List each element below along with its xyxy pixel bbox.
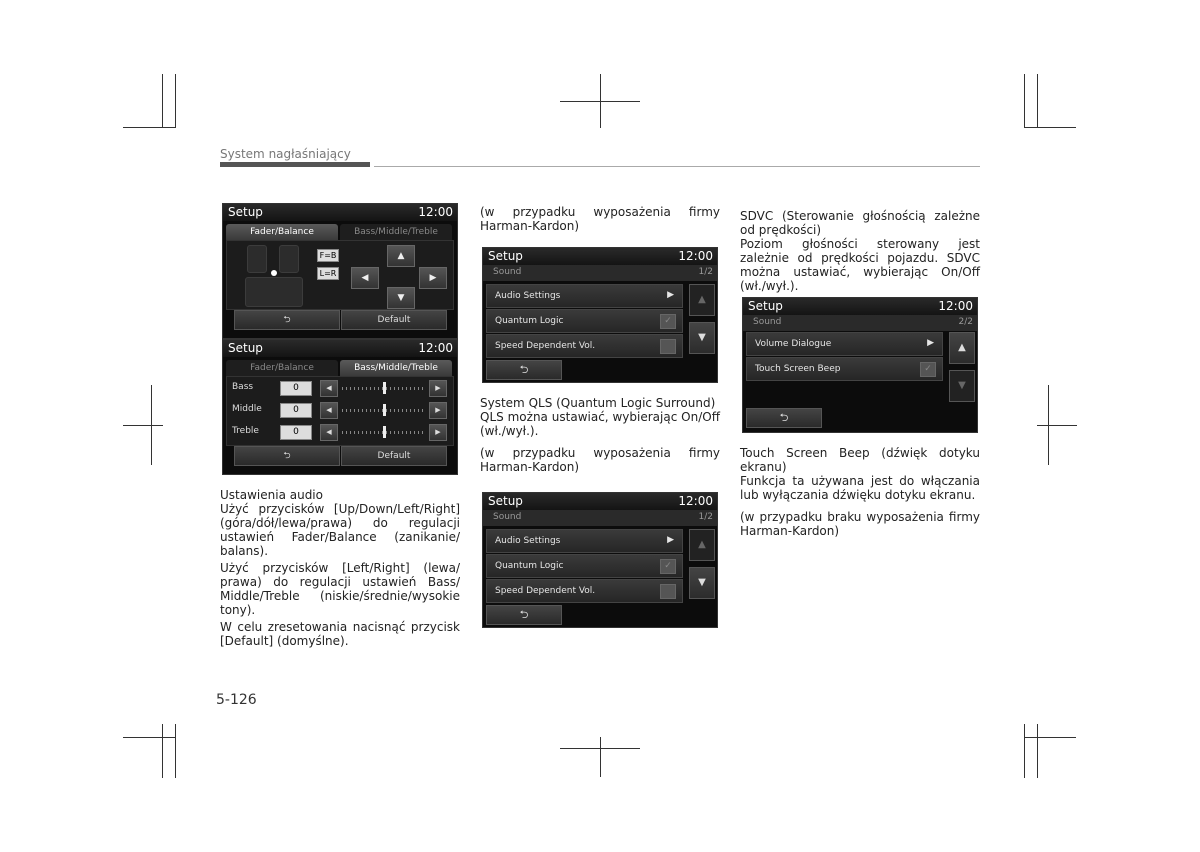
scroll-down-button[interactable]: ▼: [949, 370, 975, 402]
back-button[interactable]: ⮌: [234, 446, 340, 466]
column-2-note-top: [480, 205, 720, 236]
scroll-up-button[interactable]: ▲: [689, 284, 715, 316]
eq-row-label: Middle: [232, 404, 262, 414]
tab-fader-balance[interactable]: Fader/Balance: [226, 360, 338, 376]
down-button[interactable]: ▼: [387, 287, 415, 309]
up-button[interactable]: ▲: [387, 245, 415, 267]
chevron-right-icon: ▶: [667, 290, 674, 300]
heading-touch-screen-beep: Touch Screen Beep (dźwięk dotyku ekranu): [740, 446, 980, 474]
seat-rear: [245, 277, 303, 307]
paragraph-sdvc: Poziom głośności sterowany jest zależnie od prędkości pojazdu. SDVC można ustawiać, wybierając On/Off (wł./wył.).: [740, 237, 980, 293]
screen-sound-menu-1: [482, 247, 718, 383]
default-button[interactable]: Default: [341, 446, 447, 466]
tab-fader-balance[interactable]: Fader/Balance: [226, 224, 338, 240]
scroll-up-button[interactable]: ▲: [689, 529, 715, 561]
back-button[interactable]: ⮌: [486, 360, 562, 380]
screen-title: Setup: [488, 494, 523, 508]
checkbox-speed-dependent-vol[interactable]: [660, 584, 676, 599]
eq-row-middle: [226, 401, 452, 419]
increase-button[interactable]: ▶: [429, 402, 447, 419]
screen-clock: 12:00: [418, 205, 453, 219]
screen-subtitle: Sound: [753, 317, 782, 327]
column-2-qls: [480, 396, 720, 477]
column-3-tsb: [740, 446, 980, 541]
header-rule-dark: [220, 162, 370, 167]
menu-item-label: Speed Dependent Vol.: [495, 586, 596, 596]
eq-slider-knob[interactable]: [383, 426, 386, 438]
menu-item-speed-dependent-vol[interactable]: [486, 579, 683, 603]
fb-tag: F=B: [317, 249, 339, 262]
paragraph-default: W celu zresetowania nacisnąć przycisk [Default] (domyślne).: [220, 620, 460, 648]
screen-subtitle-bar: [743, 315, 977, 331]
decrease-button[interactable]: ◀: [320, 424, 338, 441]
menu-item-speed-dependent-vol[interactable]: [486, 334, 683, 358]
checkbox-quantum-logic[interactable]: ✓: [660, 559, 676, 574]
scroll-down-button[interactable]: ▼: [689, 567, 715, 599]
right-button[interactable]: ▶: [419, 267, 447, 289]
checkbox-quantum-logic[interactable]: ✓: [660, 314, 676, 329]
eq-row-label: Treble: [232, 426, 259, 436]
screen-title: Setup: [488, 249, 523, 263]
menu-item-audio-settings[interactable]: [486, 529, 683, 553]
screen-titlebar: [483, 248, 717, 265]
screen-titlebar: [483, 493, 717, 510]
menu-item-audio-settings[interactable]: [486, 284, 683, 308]
screen-titlebar: [223, 340, 457, 357]
eq-value: 0: [280, 425, 312, 440]
menu-item-label: Quantum Logic: [495, 561, 564, 571]
screen-sound-menu-2: [482, 492, 718, 628]
tab-bass-middle-treble[interactable]: Bass/Middle/Treble: [340, 224, 452, 240]
left-button[interactable]: ◀: [351, 267, 379, 289]
chevron-right-icon: ▶: [667, 535, 674, 545]
menu-item-label: Audio Settings: [495, 536, 561, 546]
eq-row-treble: [226, 423, 452, 441]
screen-subtitle-bar: [483, 510, 717, 526]
chevron-right-icon: ▶: [927, 338, 934, 348]
eq-slider-knob[interactable]: [383, 382, 386, 394]
note-harman-kardon: (w przypadku wyposażenia firmy Harman-Kardon): [480, 205, 720, 233]
scroll-down-button[interactable]: ▼: [689, 322, 715, 354]
screen-title: Setup: [228, 341, 263, 355]
eq-slider-knob[interactable]: [383, 404, 386, 416]
increase-button[interactable]: ▶: [429, 424, 447, 441]
screen-title: Setup: [748, 299, 783, 313]
menu-item-quantum-logic[interactable]: [486, 309, 683, 333]
eq-value: 0: [280, 403, 312, 418]
screen-subtitle: Sound: [493, 267, 522, 277]
menu-item-touch-screen-beep[interactable]: [746, 357, 943, 381]
paragraph-fader-balance: Użyć przycisków [Up/Down/Left/Right] (góra/dół/lewa/prawa) do regulacji ustawień Fader/Balance (zanikanie/ balans).: [220, 502, 460, 558]
menu-item-label: Quantum Logic: [495, 316, 564, 326]
checkbox-touch-screen-beep[interactable]: ✓: [920, 362, 936, 377]
page-indicator: 1/2: [698, 512, 713, 522]
increase-button[interactable]: ▶: [429, 380, 447, 397]
screen-sound-menu-3: [742, 297, 978, 433]
eq-value: 0: [280, 381, 312, 396]
paragraph-qls: QLS można ustawiać, wybierając On/Off (wł./wył.).: [480, 410, 720, 438]
column-1-text: [220, 488, 460, 651]
seat-front-right: [279, 245, 299, 273]
eq-row-bass: [226, 379, 452, 397]
balance-point[interactable]: [271, 270, 277, 276]
screen-titlebar: [743, 298, 977, 315]
back-button[interactable]: ⮌: [746, 408, 822, 428]
menu-item-quantum-logic[interactable]: [486, 554, 683, 578]
page-number: 5-126: [216, 692, 257, 708]
fader-panel: [226, 240, 454, 310]
tab-bass-middle-treble[interactable]: Bass/Middle/Treble: [340, 360, 452, 376]
heading-sdvc: SDVC (Sterowanie głośnością zależne od prędkości): [740, 209, 980, 237]
screen-subtitle-bar: [483, 265, 717, 281]
note-harman-kardon-2: (w przypadku wyposażenia firmy Harman-Kardon): [480, 446, 720, 474]
heading-qls: System QLS (Quantum Logic Surround): [480, 396, 716, 410]
menu-item-label: Audio Settings: [495, 291, 561, 301]
page-indicator: 2/2: [958, 317, 973, 327]
screen-clock: 12:00: [938, 299, 973, 313]
screen-bass-middle-treble: [222, 339, 458, 475]
eq-row-label: Bass: [232, 382, 254, 392]
decrease-button[interactable]: ◀: [320, 380, 338, 397]
menu-item-label: Touch Screen Beep: [755, 364, 841, 374]
back-button[interactable]: ⮌: [486, 605, 562, 625]
screen-title: Setup: [228, 205, 263, 219]
seat-front-left: [247, 245, 267, 273]
menu-item-label: Speed Dependent Vol.: [495, 341, 596, 351]
page-indicator: 1/2: [698, 267, 713, 277]
scroll-up-button[interactable]: ▲: [949, 332, 975, 364]
default-button[interactable]: Default: [341, 310, 447, 330]
checkbox-speed-dependent-vol[interactable]: [660, 339, 676, 354]
decrease-button[interactable]: ◀: [320, 402, 338, 419]
paragraph-touch-screen-beep: Funkcja ta używana jest do włączania lub wyłączania dźwięku dotyku ekranu.: [740, 474, 980, 502]
lr-tag: L=R: [317, 267, 339, 280]
menu-item-label: Volume Dialogue: [755, 339, 832, 349]
note-no-harman-kardon: (w przypadku braku wyposażenia firmy Harman-Kardon): [740, 510, 980, 538]
heading-audio-settings: Ustawienia audio: [220, 488, 323, 502]
section-title: System nagłaśniający: [220, 147, 351, 161]
header-rule-light: [374, 166, 980, 167]
screen-clock: 12:00: [418, 341, 453, 355]
screen-titlebar: [223, 204, 457, 221]
screen-clock: 12:00: [678, 249, 713, 263]
back-button[interactable]: ⮌: [234, 310, 340, 330]
screen-fader-balance: [222, 203, 458, 339]
paragraph-bass-middle-treble: Użyć przycisków [Left/Right] (lewa/ prawa) do regulacji ustawień Bass/ Middle/Treble (niskie/średnie/wysokie tony).: [220, 561, 460, 617]
screen-clock: 12:00: [678, 494, 713, 508]
screen-subtitle: Sound: [493, 512, 522, 522]
menu-item-volume-dialogue[interactable]: [746, 332, 943, 356]
column-3-sdvc: [740, 209, 980, 296]
